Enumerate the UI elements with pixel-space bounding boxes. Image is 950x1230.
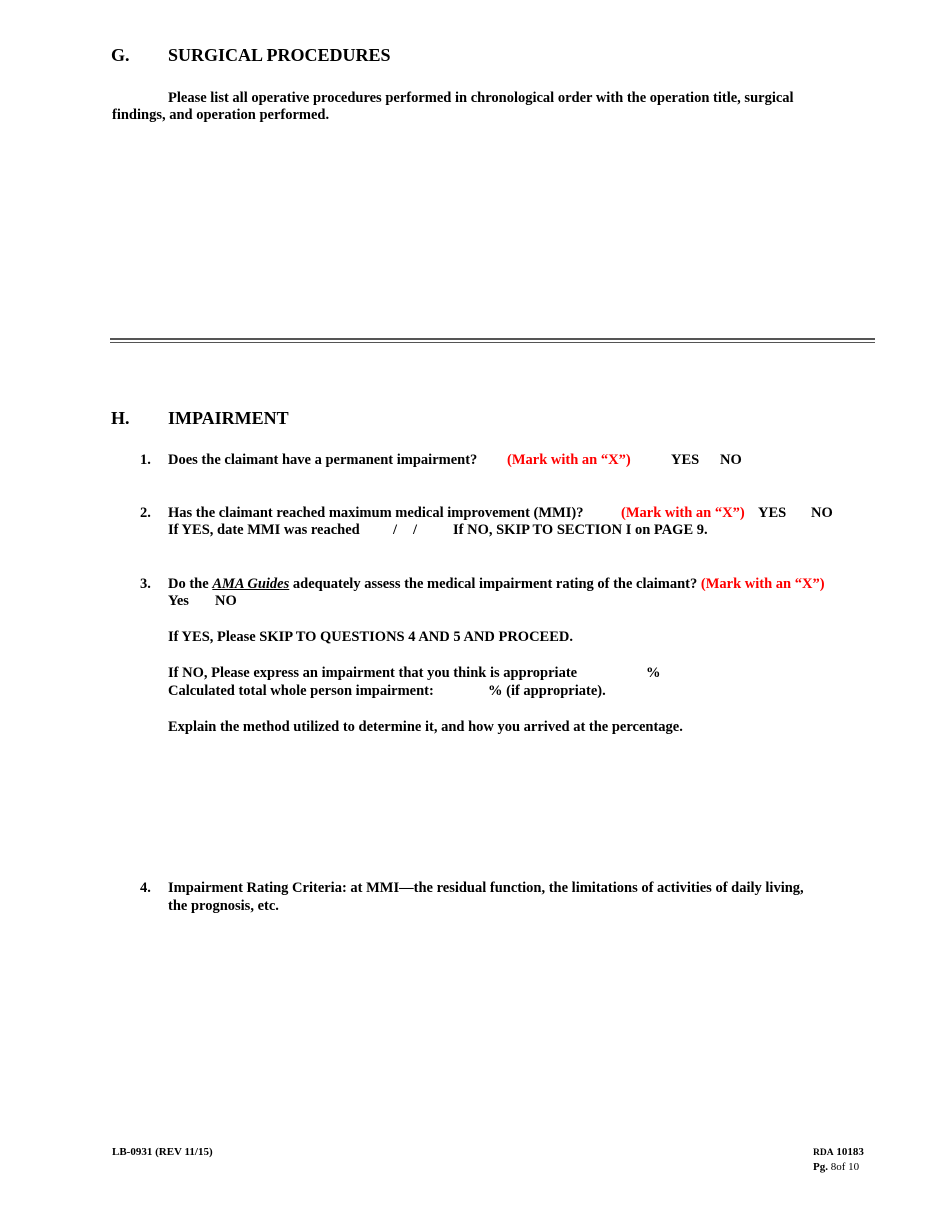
q3-if-yes-text: If YES, Please SKIP TO QUESTIONS 4 AND 5 AND PROCEED.: [168, 629, 573, 645]
q3-if-no-text: If NO, Please express an impairment that you think is appropriate: [168, 665, 578, 681]
q3-number: 3.: [140, 576, 151, 592]
q4-answer-area[interactable]: [168, 925, 868, 1115]
q4-line2: the prognosis, etc.: [168, 898, 279, 914]
q3-calc-label: Calculated total whole person impairment:: [168, 683, 434, 699]
appropriate-impairment-field[interactable]: [612, 665, 642, 682]
q3-text-post: adequately assess the medical impairment rating of the claimant?: [292, 576, 698, 592]
q4-line1: Impairment Rating Criteria: at MMI—the residual function, the limitations of activities of daily living,: [168, 880, 804, 896]
footer-form-id: [112, 1146, 213, 1158]
mmi-date-separator-1: /: [393, 522, 398, 538]
page-value: 8of 10: [830, 1161, 860, 1173]
q3-text-pre: Do the: [168, 576, 209, 592]
section-h-letter: H.: [111, 408, 130, 428]
q1-no-option[interactable]: NO: [720, 452, 742, 468]
q2-no-option[interactable]: NO: [811, 505, 833, 521]
q3-explain-text: Explain the method utilized to determine it, and how you arrived at the percentage.: [168, 719, 683, 735]
q3-no-option[interactable]: NO: [215, 593, 237, 609]
q3-explanation-answer-area[interactable]: [168, 745, 868, 865]
surgical-procedures-answer-area[interactable]: [110, 130, 875, 330]
q3-text: [168, 576, 825, 593]
section-g-instruction-line1: Please list all operative procedures performed in chronological order with the operation title, surgical: [168, 90, 794, 106]
q3-mark-hint: (Mark with an “X”): [700, 576, 825, 592]
q2-number: 2.: [140, 505, 151, 521]
section-g-title: SURGICAL PROCEDURES: [168, 45, 391, 65]
q2-skip-text: If NO, SKIP TO SECTION I on PAGE 9.: [453, 522, 708, 538]
q2-date-label: If YES, date MMI was reached: [168, 522, 360, 538]
q1-text: Does the claimant have a permanent impairment?: [168, 452, 478, 468]
q3-yes-option[interactable]: Yes: [168, 593, 189, 609]
q2-text: Has the claimant reached maximum medical improvement (MMI)?: [168, 505, 584, 521]
mmi-date-separator-2: /: [413, 522, 418, 538]
page-label: Pg.: [813, 1161, 828, 1173]
section-g-letter: G.: [111, 45, 130, 65]
form-revision: (REV 11/15): [155, 1146, 213, 1158]
section-h-title: IMPAIRMENT: [168, 408, 289, 428]
mmi-date-month-field[interactable]: [378, 522, 392, 539]
q1-number: 1.: [140, 452, 151, 468]
rda-number: 10183: [836, 1146, 864, 1158]
mmi-date-day-field[interactable]: [400, 522, 411, 539]
q2-yes-option[interactable]: YES: [758, 505, 787, 521]
q1-yes-option[interactable]: YES: [671, 452, 700, 468]
section-divider: [110, 338, 875, 343]
page-number: [813, 1161, 859, 1173]
ama-guides-title: AMA Guides: [212, 576, 290, 592]
whole-person-impairment-field[interactable]: [455, 683, 485, 700]
q4-number: 4.: [140, 880, 151, 896]
footer-rda: [813, 1146, 864, 1158]
q3-calc-suffix: % (if appropriate).: [488, 683, 606, 699]
q1-mark-hint: (Mark with an “X”): [507, 452, 631, 468]
q2-mark-hint: (Mark with an “X”): [621, 505, 745, 521]
rda-label: RDA: [813, 1148, 834, 1158]
form-number: LB-0931: [112, 1146, 153, 1158]
appropriate-impairment-percent: %: [646, 665, 661, 681]
section-g-instruction-line2: findings, and operation performed.: [112, 107, 330, 123]
mmi-date-year-field[interactable]: [420, 522, 450, 539]
